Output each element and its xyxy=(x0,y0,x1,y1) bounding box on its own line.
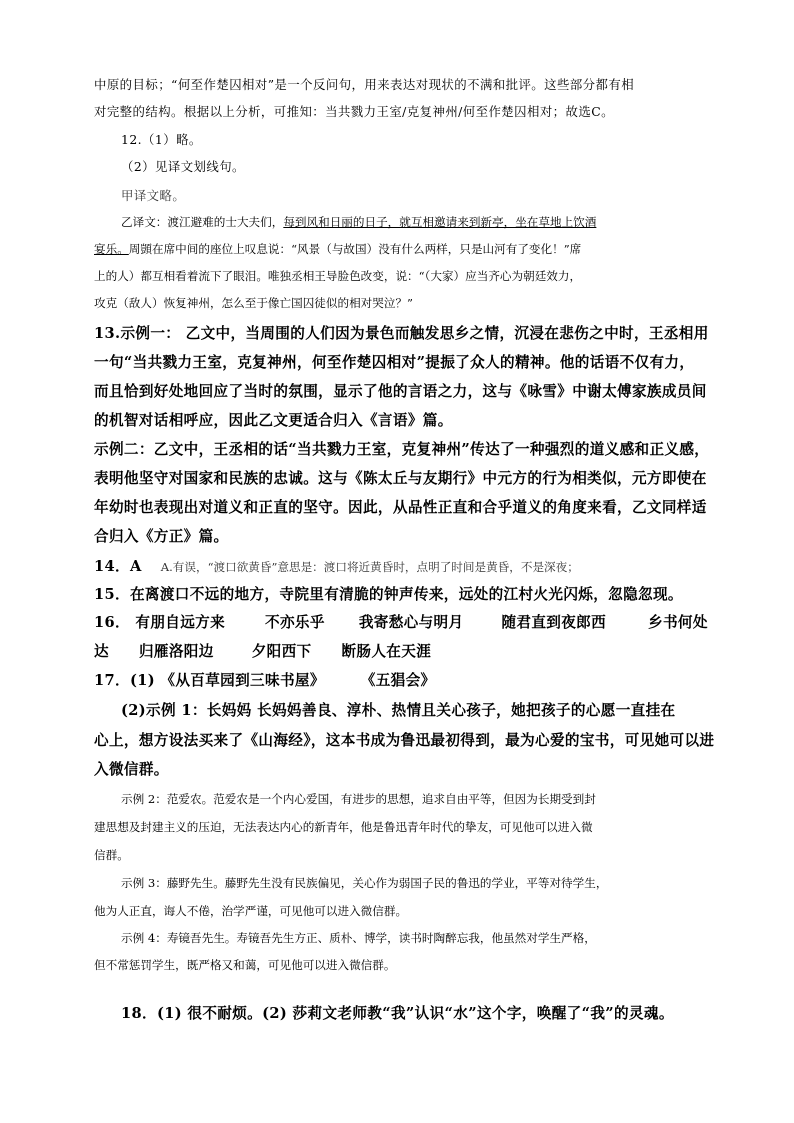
poem-line: 乡书何处 xyxy=(648,614,708,631)
poem-line: 16． 有朋自远方来 xyxy=(94,614,226,631)
question-13-line: 13.示例一： 乙文中，当周围的人们因为景色而触发思乡之情，沉浸在悲伤之中时，王丞相用 xyxy=(94,325,709,342)
question-12-part1: 12.（1）略。 xyxy=(121,132,202,147)
question-13-line: 而且恰到好处地回应了当时的氛围，显示了他的言语之力，这与《咏雪》中谢太傅家族成员间 xyxy=(94,383,707,400)
poem-line: 断肠人在天涯 xyxy=(341,643,432,660)
translation-a: 甲译文略。 xyxy=(121,188,186,203)
poem-line: 不亦乐乎 xyxy=(265,614,325,631)
question-13-line: 表明他坚守对国家和民族的忠诚。这与《陈太丘与友期行》中元方的行为相类似，元方即使在 xyxy=(94,470,707,487)
translation-b-line1 xyxy=(121,214,741,230)
underlined-sentence-end: 宴乐。 xyxy=(94,242,129,256)
question-17-part1 xyxy=(94,669,714,690)
example-4-line: 示例 4：寿镜吾先生。寿镜吾先生方正、质朴、博学，读书时陶醉忘我，他虽然对学生严格， xyxy=(121,931,596,945)
example-2-line: 信群。 xyxy=(94,848,129,862)
question-14-explanation: A.有误，“渡口欲黄昏”意思是：渡口将近黄昏时，点明了时间是黄昏，不是深夜； xyxy=(160,560,579,574)
example-2-line: 建思想及封建主义的压迫，无法表达内心的新青年，他是鲁迅青年时代的挚友，可见他可以进入微 xyxy=(94,820,593,834)
example-3-line: 他为人正直，诲人不倦，治学严谨，可见他可以进入微信群。 xyxy=(94,904,408,918)
question-13-line: 示例二：乙文中，王丞相的话“当共戮力王室，克复神州”传达了一种强烈的道义感和正义感， xyxy=(94,441,710,458)
poem-line: 达 xyxy=(94,643,109,660)
question-17-example1-line: 入微信群。 xyxy=(94,761,169,778)
poem-line: 我寄愁心与明月 xyxy=(358,614,464,631)
translation-b-line2 xyxy=(94,241,714,257)
question-16-line2 xyxy=(94,640,714,661)
question-12-part2: （2）见译文划线句。 xyxy=(121,159,245,174)
example-3-line: 示例 3：藤野先生。藤野先生没有民族偏见，关心作为弱国子民的鲁迅的学业，平等对待学生， xyxy=(121,876,608,890)
question-18: 18．(1) 很不耐烦。(2) 莎莉文老师教“我”认识“水”这个字，唤醒了“我”的灵魂。 xyxy=(121,1005,674,1022)
question-13-line: 的机智对话相呼应，因此乙文更适合归入《言语》篇。 xyxy=(94,412,453,429)
translation-b-text: 周顗在席中间的座位上叹息说：“风景（与故国）没有什么两样，只是山河有了变化！”席 xyxy=(128,242,582,256)
underlined-sentence: 每到风和日丽的日子，就互相邀请来到新亭，坐在草地上饮酒 xyxy=(283,215,597,229)
book-title: 17．(1) 《从百草园到三味书屋》 xyxy=(94,672,325,689)
question-14 xyxy=(94,555,714,576)
example-4-line: 但不常惩罚学生，既严格又和蔼，可见他可以进入微信群。 xyxy=(94,958,396,972)
translation-b-lead: 乙译文：渡江避难的士大夫们， xyxy=(121,215,284,229)
book-title: 《五猖会》 xyxy=(360,672,436,689)
poem-line: 夕阳西下 xyxy=(251,643,312,660)
text-line: 中原的目标；“何至作楚囚相对”是一个反问句，用来表达对现状的不满和批评。这些部分都有相 xyxy=(94,77,635,92)
question-13-line: 一句“当共戮力王室，克复神州，何至作楚囚相对”提振了众人的精神。他的话语不仅有力， xyxy=(94,354,695,371)
question-15: 15．在离渡口不远的地方，寺院里有清脆的钟声传来，远处的江村火光闪烁，忽隐忽现。 xyxy=(94,586,683,603)
poem-line: 随君直到夜郎西 xyxy=(501,614,607,631)
question-16-line1 xyxy=(94,611,714,632)
translation-b-line4: 攻克（敌人）恢复神州，怎么至于像亡国囚徒似的相对哭泣？” xyxy=(94,296,413,310)
translation-b-line3: 上的人）都互相看着流下了眼泪。唯独丞相王导脸色改变，说：“（大家）应当齐心为朝廷效力， xyxy=(94,269,582,283)
example-2-line: 示例 2：范爱农。范爱农是一个内心爱国，有进步的思想，追求自由平等，但因为长期受到封 xyxy=(121,792,596,806)
question-13-line: 合归入《方正》篇。 xyxy=(94,528,229,545)
question-13-line: 年幼时也表现出对道义和正直的坚守。因此，从品性正直和合乎道义的角度来看，乙文同样适 xyxy=(94,499,707,516)
poem-line: 归雁洛阳边 xyxy=(138,643,214,660)
question-17-example1-line: 心上，想方设法买来了《山海经》，这本书成为鲁迅最初得到，最为心爱的宝书，可见她可以进 xyxy=(94,732,715,749)
question-17-example1-line: (2)示例 1：长妈妈 长妈妈善良、淳朴、热情且关心孩子，她把孩子的心愿一直挂在 xyxy=(121,702,676,719)
text-line: 对完整的结构。根据以上分析，可推知：当共戮力王室/克复神州/何至作楚囚相对；故选C。 xyxy=(94,104,614,119)
question-14-answer: 14．A xyxy=(94,558,142,575)
